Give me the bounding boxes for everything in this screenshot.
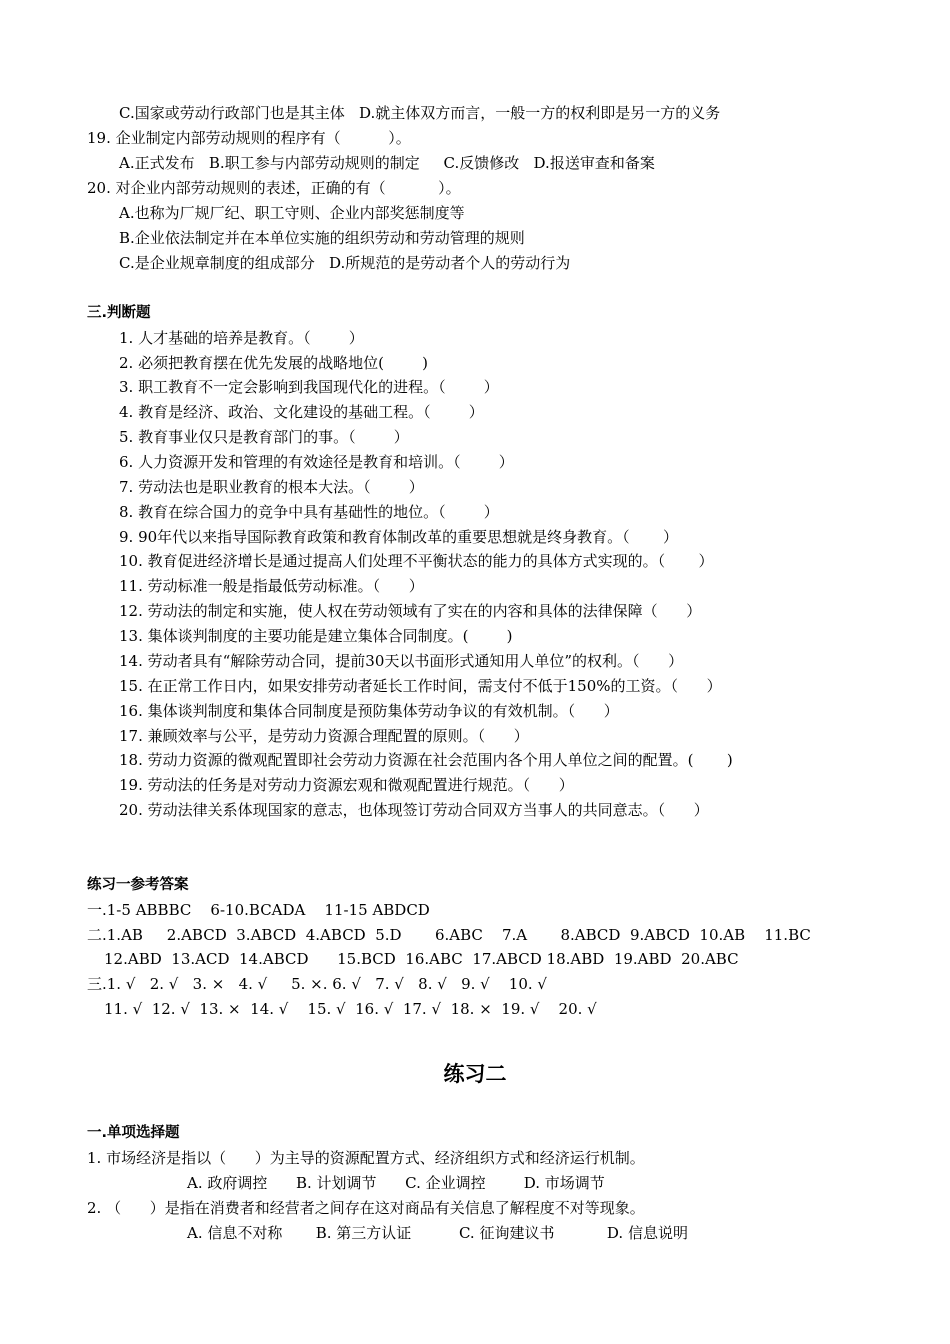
answers-part2-row1: 二.1.AB 2.ABCD 3.ABCD 4.ABCD 5.D 6.ABC 7.A 8.ABCD 9.ABCD 10.AB 11.BC <box>87 926 811 944</box>
answers-part2-row2: 12.ABD 13.ACD 14.ABCD 15.BCD 16.ABC 17.ABCD 18.ABD 19.ABD 20.ABC <box>104 950 739 968</box>
q18-options-cd: C.国家或劳动行政部门也是其主体 D.就主体双方而言，一般一方的权利即是另一方的义务 <box>119 104 721 122</box>
question-1-stem: 1. 市场经济是指以（ ）为主导的资源配置方式、经济组织方式和经济运行机制。 <box>87 1149 645 1167</box>
judgment-item: 12. 劳动法的制定和实施，使人权在劳动领域有了实在的内容和具体的法律保障（ ） <box>119 602 702 620</box>
single-choice-heading: 一.单项选择题 <box>87 1125 180 1141</box>
exercise-title: 练习二 <box>443 1062 507 1086</box>
judgment-item: 13. 集体谈判制度的主要功能是建立集体合同制度。( ) <box>119 627 513 645</box>
judgment-item: 20. 劳动法律关系体现国家的意志，也体现签订劳动合同双方当事人的共同意志。（ ） <box>119 801 709 819</box>
judgment-item: 2. 必须把教育摆在优先发展的战略地位( ) <box>119 354 428 372</box>
judgment-item: 10. 教育促进经济增长是通过提高人们处理不平衡状态的能力的具体方式实现的。（ ） <box>119 552 714 570</box>
judgment-item: 1. 人才基础的培养是教育。（ ） <box>119 329 364 347</box>
q20-stem: 20. 对企业内部劳动规则的表述，正确的有（ ）。 <box>87 179 461 197</box>
answers-heading: 练习一参考答案 <box>87 877 189 893</box>
judgment-item: 11. 劳动标准一般是指最低劳动标准。（ ） <box>119 577 424 595</box>
judgment-item: 3. 职工教育不一定会影响到我国现代化的进程。（ ） <box>119 378 499 396</box>
q19-options: A.正式发布 B.职工参与内部劳动规则的制定 C.反馈修改 D.报送审查和备案 <box>119 154 655 172</box>
judgment-item: 4. 教育是经济、政治、文化建设的基础工程。（ ） <box>119 403 484 421</box>
answers-part3-row2: 11. √ 12. √ 13. × 14. √ 15. √ 16. √ 17. √ 18. × 19. √ 20. √ <box>104 1000 597 1018</box>
q19-stem: 19. 企业制定内部劳动规则的程序有（ ）。 <box>87 129 411 147</box>
answers-part1: 一.1-5 ABBBC 6-10.BCADA 11-15 ABDCD <box>87 901 430 919</box>
judgment-heading: 三.判断题 <box>87 305 151 321</box>
judgment-item: 5. 教育事业仅只是教育部门的事。（ ） <box>119 428 409 446</box>
question-2-stem: 2. （ ）是指在消费者和经营者之间存在这对商品有关信息了解程度不对等现象。 <box>87 1199 645 1217</box>
judgment-item: 6. 人力资源开发和管理的有效途径是教育和培训。（ ） <box>119 453 514 471</box>
judgment-item: 14. 劳动者具有“解除劳动合同，提前30天以书面形式通知用人单位”的权利。（ ） <box>119 652 684 670</box>
question-2-options: A. 信息不对称 B. 第三方认证 C. 征询建议书 D. 信息说明 <box>187 1224 688 1242</box>
judgment-item: 17. 兼顾效率与公平，是劳动力资源合理配置的原则。（ ） <box>119 727 529 745</box>
question-1-options: A. 政府调控 B. 计划调节 C. 企业调控 D. 市场调节 <box>187 1174 605 1192</box>
judgment-item: 7. 劳动法也是职业教育的根本大法。（ ） <box>119 478 424 496</box>
q20-option-b: B.企业依法制定并在本单位实施的组织劳动和劳动管理的规则 <box>119 229 525 247</box>
q20-option-a: A.也称为厂规厂纪、职工守则、企业内部奖惩制度等 <box>119 204 465 222</box>
judgment-item: 16. 集体谈判制度和集体合同制度是预防集体劳动争议的有效机制。（ ） <box>119 702 619 720</box>
answers-part3-row1: 三.1. √ 2. √ 3. × 4. √ 5. ×. 6. √ 7. √ 8. √ 9. √ 10. √ <box>87 975 547 993</box>
judgment-item: 8. 教育在综合国力的竞争中具有基础性的地位。（ ） <box>119 503 499 521</box>
judgment-item: 15. 在正常工作日内，如果安排劳动者延长工作时间，需支付不低于150%的工资。（ ） <box>119 677 722 695</box>
q20-options-cd: C.是企业规章制度的组成部分 D.所规范的是劳动者个人的劳动行为 <box>119 254 571 272</box>
judgment-item: 9. 90年代以来指导国际教育政策和教育体制改革的重要思想就是终身教育。（ ） <box>119 528 679 546</box>
judgment-item: 18. 劳动力资源的微观配置即社会劳动力资源在社会范围内各个用人单位之间的配置。( ) <box>119 751 733 769</box>
judgment-item: 19. 劳动法的任务是对劳动力资源宏观和微观配置进行规范。（ ） <box>119 776 574 794</box>
